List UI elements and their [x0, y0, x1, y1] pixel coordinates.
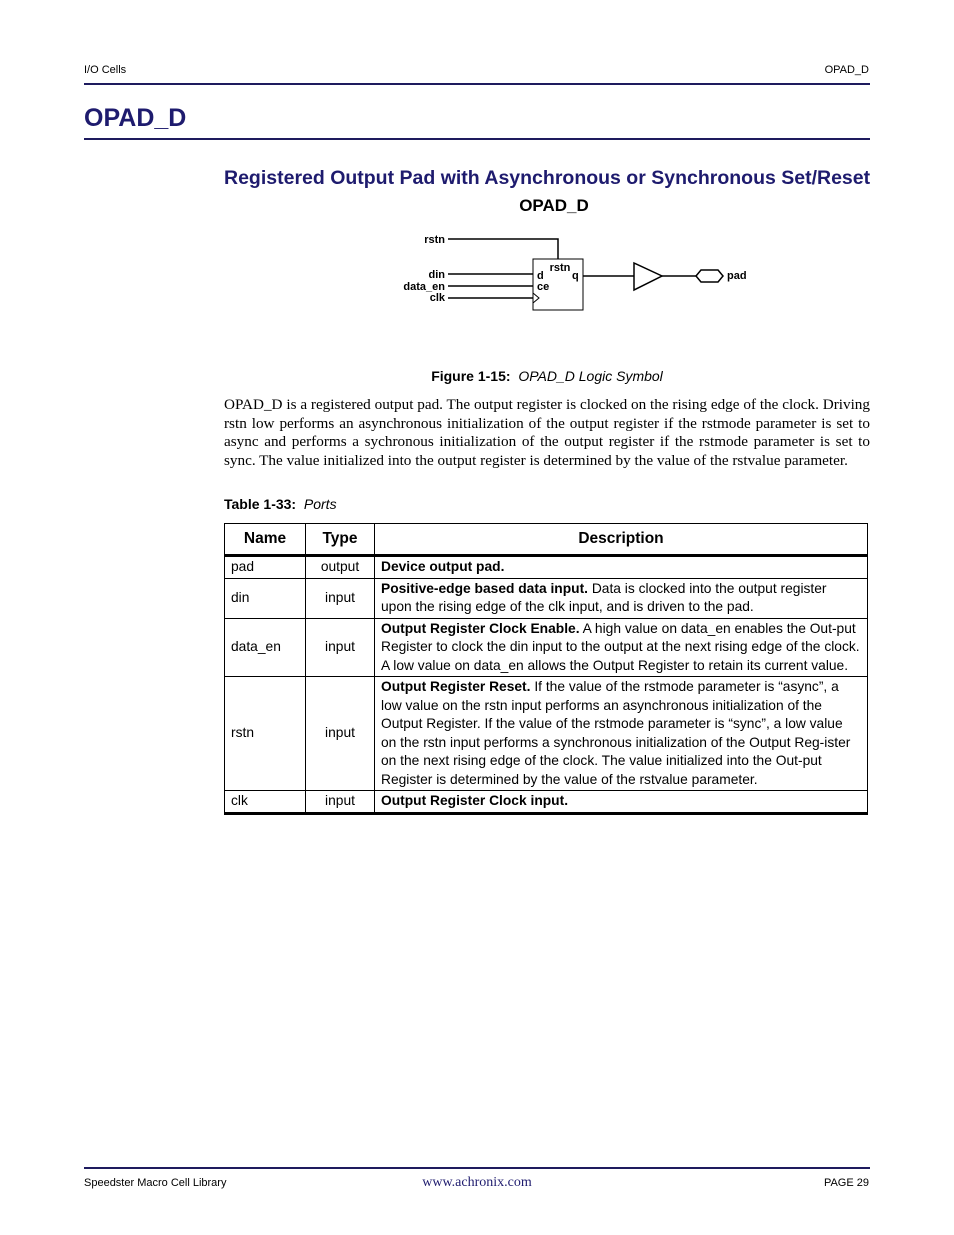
port-description-bold: Output Register Clock input.: [381, 793, 569, 808]
port-description-bold: Positive-edge based data input.: [381, 580, 588, 596]
port-name: clk: [225, 791, 306, 814]
port-type: input: [306, 578, 375, 618]
port-description-text: Data is clocked into the output register upon the rising edge of the clk input, and is driven to the pad.: [381, 580, 827, 614]
port-name: rstn: [225, 677, 306, 791]
pin-label-ce: ce: [537, 281, 550, 293]
footer-library-name: Speedster Macro Cell Library: [84, 1177, 227, 1189]
ports-table: [224, 523, 868, 815]
port-description: [375, 556, 868, 579]
table-caption-text: Ports: [303, 496, 337, 512]
port-description-bold: Output Register Reset.: [381, 679, 531, 694]
port-description-bold: Output Register Clock Enable.: [381, 620, 580, 636]
table-caption-label: Table 1-33:: [224, 496, 297, 512]
body-paragraph: OPAD_D is a registered output pad. The output register is clocked on the rising edge of the clock. Driving rstn low performs an asynchronous initialization of the output register if the rstmode parameter is set to async and performs a sychronous initialization of the output register if the rstmode parameter is set to sync. The value initialized into the output register is determined by the value of the rstvalue parameter.: [224, 396, 870, 470]
port-description-text: A high value on data_en enables the Out-put Register to clock the din input to the output at the next rising edge of the clock. A low value on data_en allows the Output Register to retain its current value.: [381, 620, 860, 673]
footer-website-link[interactable]: www.achronix.com: [422, 1175, 532, 1190]
section-title: Registered Output Pad with Asynchronous or Synchronous Set/Reset: [224, 167, 871, 189]
port-description-text: If the value of the rstmode parameter is “async”, a low value on the rstn input performs an asynchronous initialization of the Output Register. If the value of the rstmode parameter is “sync”, a low value on the rstn input performs a synchronous initialization of the Output Reg-ister on the next rising edge of the clock. The value initialized into the Out-put Register is determined by the value of the rstvalue parameter.: [381, 679, 851, 787]
table-caption: [224, 496, 337, 512]
port-name: pad: [225, 556, 306, 579]
clock-marker: [533, 293, 539, 303]
port-type: input: [306, 677, 375, 791]
diagram-title: OPAD_D: [519, 196, 589, 215]
table-row: [225, 578, 868, 618]
column-header-description: Description: [375, 524, 868, 556]
input-label-din: din: [428, 269, 445, 281]
table-row: [225, 618, 868, 677]
input-label-clk: clk: [429, 292, 445, 304]
port-description: [375, 618, 868, 677]
figure-caption-label: Figure 1-15:: [431, 368, 511, 384]
table-row: [225, 677, 868, 791]
column-header-name: Name: [225, 524, 306, 556]
port-description: [375, 578, 868, 618]
title-rule: [84, 138, 870, 140]
table-header-row: [225, 524, 868, 556]
pin-label-d: d: [537, 270, 544, 282]
logic-symbol-diagram: [390, 228, 770, 318]
column-header-type: Type: [306, 524, 375, 556]
port-description: [375, 791, 868, 814]
header-section-label: I/O Cells: [84, 64, 127, 76]
pad-symbol: [696, 270, 723, 282]
header-rule: [84, 83, 870, 85]
header-cell-name: OPAD_D: [824, 64, 869, 76]
port-type: input: [306, 618, 375, 677]
input-label-data-en: data_en: [403, 281, 445, 293]
port-description: [375, 677, 868, 791]
port-description-bold: Device output pad.: [381, 559, 505, 574]
pin-label-rstn: rstn: [549, 262, 571, 274]
port-name: din: [225, 578, 306, 618]
table-row: [225, 556, 868, 579]
port-name: data_en: [225, 618, 306, 677]
input-label-rstn: rstn: [424, 234, 445, 246]
rstn-wire: [448, 239, 558, 259]
port-type: output: [306, 556, 375, 579]
footer-page-number: PAGE 29: [823, 1177, 869, 1189]
port-type: input: [306, 791, 375, 814]
output-buffer: [634, 263, 662, 290]
figure-caption: [224, 368, 870, 384]
footer-rule: [84, 1167, 870, 1169]
page-title: OPAD_D: [84, 104, 187, 132]
pin-label-q: q: [572, 270, 579, 282]
output-label-pad: pad: [727, 270, 747, 282]
table-row: [225, 791, 868, 814]
figure-caption-text: OPAD_D Logic Symbol: [518, 368, 663, 384]
